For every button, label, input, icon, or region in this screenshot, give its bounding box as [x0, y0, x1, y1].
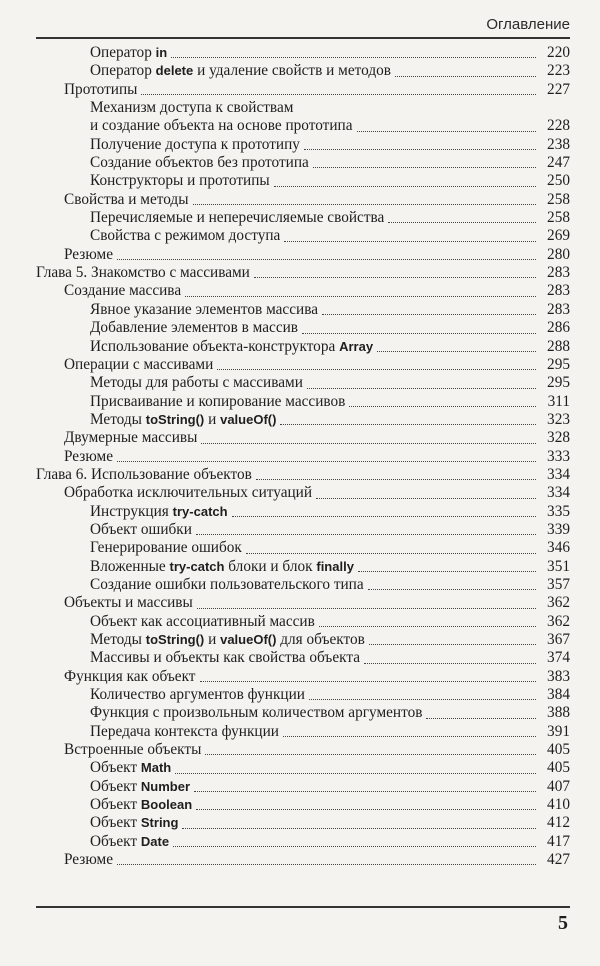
title-text: Объект [90, 796, 141, 814]
dot-leader [200, 681, 537, 682]
toc-entry-title [90, 117, 353, 135]
dot-leader [175, 773, 536, 774]
toc-entry [36, 154, 570, 172]
toc-entry [36, 594, 570, 612]
title-text: Двумерные массивы [64, 429, 198, 447]
title-text: Обработка исключительных ситуаций [64, 484, 313, 502]
code-term: toString() [145, 411, 205, 427]
toc-entry-title [90, 704, 422, 722]
toc-page-number: 334 [547, 484, 570, 502]
dot-leader [369, 644, 536, 645]
dot-leader [246, 553, 536, 554]
toc-page-number: 295 [547, 374, 570, 392]
toc-entry-title [90, 576, 364, 594]
toc-entry-title [90, 411, 276, 429]
toc-page-number: 367 [547, 631, 570, 648]
title-text: Методы [90, 631, 146, 648]
toc-entry-title [90, 393, 345, 411]
toc-entry [36, 99, 570, 117]
toc-page-number: 328 [547, 429, 570, 447]
dot-leader [349, 406, 536, 407]
toc-page-number: 384 [547, 686, 570, 704]
toc-entry-title [90, 154, 309, 172]
toc-entry-title [90, 301, 318, 319]
title-text: Количество аргументов функции [90, 686, 305, 704]
toc-entry-title [64, 741, 201, 759]
toc-entry [36, 759, 570, 777]
toc-entry [36, 686, 570, 704]
title-text: Методы для работы с массивами [90, 374, 303, 392]
toc-entry-title [90, 778, 190, 796]
dot-leader [205, 754, 536, 755]
code-term: valueOf() [220, 411, 277, 427]
title-text: Объект [90, 814, 141, 832]
toc-entry [36, 411, 570, 429]
toc-entry [36, 704, 570, 722]
toc-page-number: 362 [547, 612, 570, 630]
toc-entry-title [64, 448, 113, 466]
dot-leader [201, 443, 536, 444]
title-text: Генерирование ошибок [90, 539, 242, 557]
toc-entry-title [90, 833, 169, 851]
toc-entry [36, 448, 570, 466]
toc-entry [36, 393, 570, 411]
page-number: 5 [558, 912, 568, 934]
title-text: Использование объекта-конструктора [90, 337, 340, 355]
dot-leader [197, 608, 536, 609]
toc-entry-title [90, 44, 167, 62]
toc-entry [36, 723, 570, 741]
dot-leader [302, 333, 536, 334]
toc-entry [36, 539, 570, 557]
toc-entry [36, 319, 570, 337]
code-term: in [155, 45, 168, 60]
title-text: Перечисляемые и неперечисляемые свойства [90, 209, 385, 227]
toc-entry-title [90, 649, 360, 667]
toc-page-number: 417 [547, 832, 570, 850]
title-text: Явное указание элементов массива [90, 300, 319, 318]
title-text: Объект [90, 777, 141, 795]
title-text: Объекты и массивы [64, 594, 193, 612]
dot-leader [309, 699, 536, 700]
toc-entry [36, 44, 570, 62]
dot-leader [141, 94, 536, 95]
toc-entry-title [90, 227, 280, 245]
dot-leader [117, 461, 536, 462]
toc-entry [36, 503, 570, 521]
toc-entry-title [64, 191, 189, 209]
code-term: valueOf() [220, 632, 277, 647]
toc-page-number: 247 [547, 154, 570, 172]
toc-page-number: 362 [547, 594, 570, 612]
title-text: Операции с массивами [64, 355, 214, 373]
toc-entry-title [90, 796, 192, 814]
title-text: Оператор [90, 62, 156, 80]
code-term: Date [140, 833, 170, 849]
code-term: Math [140, 760, 172, 776]
toc-page-number: 283 [547, 300, 570, 318]
toc-entry-title [90, 374, 303, 392]
dot-leader [182, 828, 536, 829]
header-rule [36, 37, 570, 39]
toc-entry [36, 668, 570, 686]
dot-leader [377, 351, 536, 352]
toc-entry-title [64, 594, 193, 612]
dot-leader [280, 424, 536, 425]
toc-entry-title [90, 319, 298, 337]
title-text: для объектов [276, 631, 365, 648]
toc-entry-title [90, 613, 315, 631]
toc-page-number: 258 [547, 209, 570, 227]
dot-leader [284, 241, 536, 242]
toc-entry [36, 521, 570, 539]
toc-page-number: 405 [547, 759, 570, 777]
dot-leader [256, 479, 536, 480]
dot-leader [283, 736, 536, 737]
toc-entry [36, 429, 570, 447]
title-text: и создание объекта на основе прототипа [90, 117, 353, 135]
dot-leader [196, 809, 536, 810]
code-term: Boolean [140, 797, 193, 813]
title-text: Механизм доступа к свойствам [90, 99, 294, 117]
toc-entry-title [90, 99, 293, 116]
toc-entry [36, 62, 570, 80]
toc-page-number: 333 [547, 447, 570, 465]
title-text: и [204, 410, 221, 428]
code-term: finally [316, 558, 354, 574]
title-text: Инструкция [90, 502, 173, 520]
toc-entry-title [90, 539, 242, 557]
toc-entry-title [64, 81, 137, 99]
dot-leader [304, 149, 536, 150]
title-text: Свойства и методы [64, 190, 189, 208]
title-text: Прототипы [64, 80, 138, 98]
toc-entry [36, 484, 570, 502]
toc-page-number: 295 [547, 355, 570, 373]
toc-entry [36, 741, 570, 759]
dot-leader [117, 864, 536, 865]
code-term: try-catch [172, 503, 228, 519]
title-text: Создание объектов без прототипа [90, 154, 309, 172]
table-of-contents [36, 44, 570, 869]
toc-page-number: 405 [547, 741, 570, 759]
title-text: Глава 5. Знакомство с массивами [36, 264, 250, 282]
toc-entry [36, 374, 570, 392]
dot-leader [274, 186, 536, 187]
toc-page-number: 334 [547, 465, 570, 483]
toc-entry [36, 649, 570, 667]
toc-entry [36, 833, 570, 851]
code-term: Number [140, 778, 191, 794]
toc-page-number: 280 [547, 245, 570, 263]
toc-entry [36, 356, 570, 374]
dot-leader [217, 369, 536, 370]
dot-leader [358, 571, 536, 572]
footer-rule [36, 906, 570, 908]
toc-entry [36, 466, 570, 484]
toc-entry-title [36, 264, 250, 282]
title-text: Оператор [90, 44, 156, 61]
toc-entry [36, 851, 570, 869]
toc-page-number: 283 [547, 282, 570, 300]
toc-page-number: 410 [547, 796, 570, 814]
title-text: Вложенные [90, 557, 170, 575]
toc-page-number: 258 [547, 190, 570, 208]
title-text: Объект [90, 759, 141, 777]
toc-page-number: 269 [547, 227, 570, 245]
dot-leader [171, 57, 536, 58]
toc-page-number: 383 [547, 667, 570, 685]
title-text: Резюме [64, 447, 114, 465]
title-text: Глава 6. Использование объектов [36, 465, 252, 483]
toc-entry-title [90, 136, 300, 154]
toc-entry-title [64, 484, 312, 502]
toc-entry [36, 814, 570, 832]
toc-entry-title [90, 209, 384, 227]
toc-entry [36, 136, 570, 154]
toc-page-number: 223 [547, 62, 570, 80]
toc-entry [36, 576, 570, 594]
toc-page-number: 357 [547, 575, 570, 593]
title-text: и [204, 631, 221, 648]
title-text: Передача контекста функции [90, 722, 279, 740]
toc-entry-title [64, 246, 113, 264]
toc-entry-title [64, 668, 196, 686]
title-text: Массивы и объекты как свойства объекта [90, 649, 360, 667]
title-text: Функция как объект [64, 667, 196, 685]
toc-entry-title [64, 282, 181, 300]
toc-entry [36, 209, 570, 227]
toc-entry-title [90, 62, 391, 80]
dot-leader [313, 167, 536, 168]
toc-entry-title [90, 723, 279, 741]
title-text: Встроенные объекты [64, 741, 202, 759]
toc-entry-title [36, 466, 252, 484]
toc-entry [36, 264, 570, 282]
title-text: Присваивание и копирование массивов [90, 392, 346, 410]
title-text: Объект ошибки [90, 520, 192, 538]
toc-page-number: 227 [547, 80, 570, 98]
dot-leader [388, 222, 536, 223]
dot-leader [364, 663, 536, 664]
code-term: Array [339, 338, 374, 354]
code-term: toString() [145, 632, 205, 647]
title-text: Свойства с режимом доступа [90, 227, 281, 245]
toc-page-number: 339 [547, 520, 570, 538]
toc-entry [36, 631, 570, 649]
dot-leader [316, 498, 536, 499]
dot-leader [319, 626, 536, 627]
toc-page-number: 250 [547, 172, 570, 190]
toc-entry [36, 301, 570, 319]
toc-entry [36, 338, 570, 356]
toc-page-number: 335 [547, 502, 570, 520]
dot-leader [322, 314, 536, 315]
toc-entry-title [90, 503, 228, 521]
dot-leader [426, 718, 536, 719]
toc-page-number: 311 [547, 392, 570, 410]
toc-entry-title [90, 686, 305, 704]
dot-leader [196, 534, 536, 535]
title-text: Создание массива [64, 282, 182, 300]
dot-leader [173, 846, 536, 847]
code-term: delete [155, 63, 194, 79]
dot-leader [117, 259, 536, 260]
toc-entry [36, 796, 570, 814]
dot-leader [368, 589, 536, 590]
title-text: Создание ошибки пользовательского типа [90, 575, 364, 593]
toc-page-number: 283 [547, 264, 570, 282]
running-head: Оглавление [486, 16, 570, 33]
toc-entry-title [64, 356, 213, 374]
title-text: Методы [90, 410, 146, 428]
toc-entry [36, 227, 570, 245]
title-text: Функция с произвольным количеством аргументов [90, 704, 423, 722]
toc-entry-title [64, 851, 113, 869]
toc-page-number: 228 [547, 117, 570, 135]
toc-page-number: 220 [547, 44, 570, 61]
toc-entry-title [90, 759, 171, 777]
toc-page-number: 351 [547, 557, 570, 575]
title-text: Конструкторы и прототипы [90, 172, 270, 190]
toc-entry [36, 778, 570, 796]
title-text: Добавление элементов в массив [90, 319, 299, 337]
dot-leader [185, 296, 536, 297]
toc-entry-title [90, 338, 373, 356]
title-text: Получение доступа к прототипу [90, 135, 300, 153]
toc-page-number: 238 [547, 135, 570, 153]
toc-page-number: 288 [547, 337, 570, 355]
toc-page-number: 388 [547, 704, 570, 722]
toc-entry-title [90, 558, 354, 576]
toc-entry [36, 613, 570, 631]
dot-leader [194, 791, 536, 792]
dot-leader [254, 277, 536, 278]
toc-entry-title [64, 429, 197, 447]
code-term: String [140, 815, 179, 831]
toc-page-number: 391 [547, 722, 570, 740]
dot-leader [232, 516, 536, 517]
toc-page-number: 323 [547, 410, 570, 428]
toc-entry [36, 172, 570, 190]
title-text: Резюме [64, 245, 114, 263]
dot-leader [357, 131, 537, 132]
toc-entry [36, 246, 570, 264]
toc-entry-title [90, 814, 178, 832]
toc-entry-title [90, 521, 192, 539]
toc-entry-title [90, 172, 270, 190]
toc-page-number: 412 [547, 814, 570, 832]
toc-entry [36, 117, 570, 135]
toc-page-number: 374 [547, 649, 570, 667]
code-term: try-catch [169, 558, 225, 574]
title-text: Объект как ассоциативный массив [90, 612, 315, 630]
dot-leader [307, 388, 536, 389]
dot-leader [395, 76, 536, 77]
toc-entry [36, 282, 570, 300]
title-text: Объект [90, 832, 141, 850]
toc-entry [36, 191, 570, 209]
title-text: и удаление свойств и методов [193, 62, 391, 80]
title-text: блоки и блок [224, 557, 317, 575]
toc-page-number: 427 [547, 851, 570, 869]
toc-page-number: 286 [547, 319, 570, 337]
toc-entry [36, 558, 570, 576]
dot-leader [193, 204, 537, 205]
toc-entry-title [90, 631, 365, 649]
toc-page-number: 407 [547, 777, 570, 795]
toc-entry [36, 81, 570, 99]
title-text: Резюме [64, 851, 114, 869]
toc-page-number: 346 [547, 539, 570, 557]
